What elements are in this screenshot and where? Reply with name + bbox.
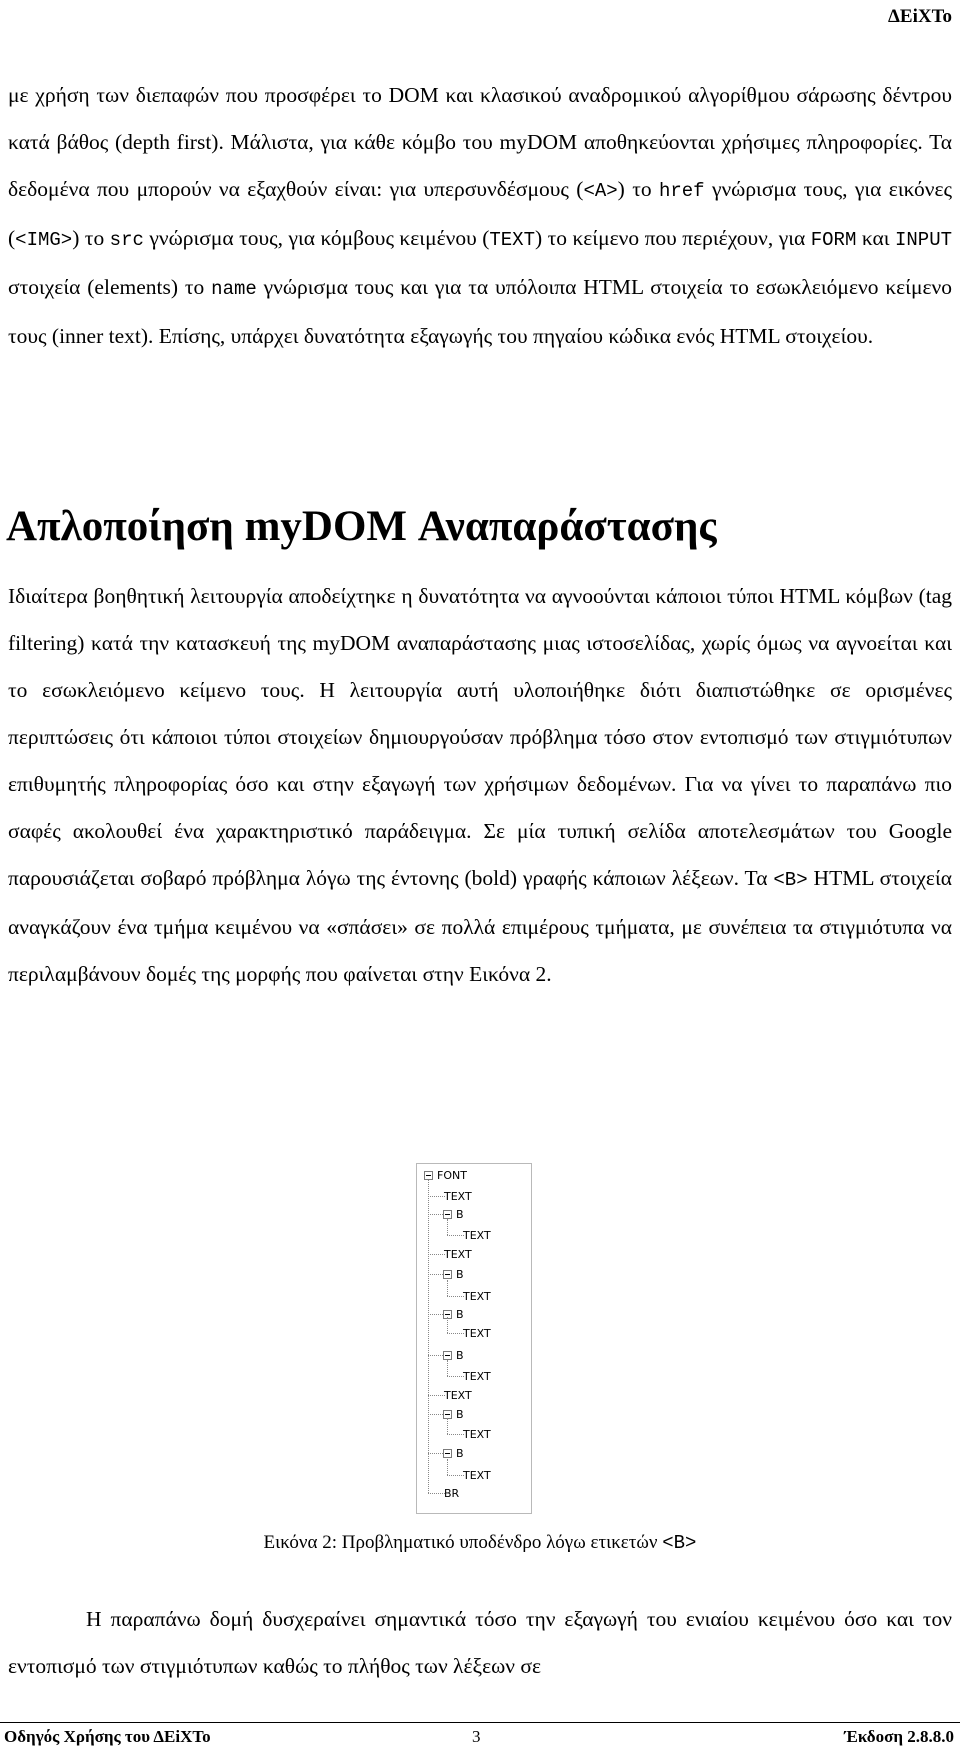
footer-version: Έκδοση 2.8.8.0 xyxy=(844,1727,954,1746)
tree-node: BR xyxy=(444,1487,460,1500)
inline-code: TEXT xyxy=(489,229,535,251)
tree-connector xyxy=(447,1317,448,1333)
tree-node: TEXT xyxy=(463,1428,491,1441)
collapse-icon xyxy=(443,1449,452,1458)
tree-node: B xyxy=(456,1208,464,1221)
tree-node: B xyxy=(456,1308,464,1321)
collapse-icon xyxy=(443,1351,452,1360)
tree-node: TEXT xyxy=(463,1327,491,1340)
inline-code: src xyxy=(109,229,144,251)
tree-connector xyxy=(447,1235,464,1236)
inline-code: <IMG> xyxy=(15,229,73,251)
tree-connector xyxy=(447,1296,464,1297)
collapse-icon xyxy=(424,1171,433,1180)
tree-node: TEXT xyxy=(463,1370,491,1383)
inline-code: <A> xyxy=(583,180,618,202)
body-paragraph-2: Ιδιαίτερα βοηθητική λειτουργία αποδείχτηκε η δυνατότητα να αγνοούνται κάποιοι τύποι HTML κόμβων (tag filtering) κατά την κατασκευή της myDOM αναπαράστασης μιας ιστοσελίδας, χωρίς όμως να αγνοείται και το εσωκλειόμενο κείμενο τους. Η λειτουργία αυτή υλοποιήθηκε διότι διαπιστώθηκε σε ορισμένες περιπτώσεις ότι κάποιοι τύποι στοιχείων δημιουργούσαν πρόβλημα τόσο στον εντοπισμό των στιγμιότυπων επιθυμητής πληροφορίας όσο και στην εξαγωγή των χρήσιμων δεδομένων. Για να γίνει το παραπάνω πιο σαφές ακολουθεί ένα χαρακτηριστικό παράδειγμα. Σε μία τυπική σελίδα αποτελεσμάτων του Google παρουσιάζεται σοβαρό πρόβλημα λόγω της έντονης (bold) γραφής κάποιων λέξεων. Τα <B> HTML στοιχεία αναγκάζουν ένα τμήμα κειμένου να «σπάσει» σε πολλά επιμέρους τμήματα, με συνέπεια τα στιγμιότυπα να περιλαμβάνουν δομές της μορφής που φαίνεται στην Εικόνα 2. xyxy=(8,584,952,986)
body-paragraph-1: με χρήση των διεπαφών που προσφέρει το DOM και κλασικού αναδρομικού αλγορίθμου σάρωσης δέντρου κατά βάθος (depth first). Μάλιστα, για κάθε κόμβο του myDOM αποθηκεύονται χρήσιμες πληροφορίες. Τα δεδομένα που μπορούν να εξαχθούν είναι: για υπερσυνδέσμους (<A>) το href γνώρισμα τους, για εικόνες (<IMG>) το src γνώρισμα τους, για κόμβους κειμένου (TEXT) το κείμενο που περιέχουν, για FORM και INPUT στοιχεία (elements) το name γνώρισμα τους και για τα υπόλοιπα HTML στοιχεία το εσωκλειόμενο κείμενο τους (inner text). Επίσης, υπάρχει δυνατότητα εξαγωγής του πηγαίου κώδικα ενός HTML στοιχείου. xyxy=(8,83,952,348)
tree-connector xyxy=(428,1254,445,1255)
tree-node: TEXT xyxy=(444,1190,472,1203)
body-paragraph-3: Η παραπάνω δομή δυσχεραίνει σημαντικά τόσο την εξαγωγή του ενιαίου κειμένου όσο και τον εντοπισμό των στιγμιότυπων καθώς το πλήθος των λέξεων σε xyxy=(8,1607,952,1678)
tree-connector xyxy=(447,1360,448,1376)
tree-node: TEXT xyxy=(463,1469,491,1482)
tree-connector xyxy=(447,1219,448,1235)
tree-node: B xyxy=(456,1268,464,1281)
section-heading: Απλοποίηση myDOM Αναπαράστασης xyxy=(6,503,717,550)
inline-code: <B> xyxy=(662,1532,697,1554)
inline-code: name xyxy=(211,278,257,300)
tree-node: B xyxy=(456,1408,464,1421)
footer-guide-title: Οδηγός Χρήσης του ΔΕiXTo xyxy=(4,1727,211,1746)
tree-node: TEXT xyxy=(444,1248,472,1261)
tree-connector xyxy=(447,1333,464,1334)
page-footer xyxy=(0,1722,960,1749)
tree-connector xyxy=(428,1493,445,1494)
tree-connector xyxy=(428,1180,429,1493)
tree-connector xyxy=(447,1475,464,1476)
inline-code: FORM xyxy=(810,229,857,251)
tree-node: TEXT xyxy=(463,1290,491,1303)
inline-code: href xyxy=(658,180,705,202)
tree-connector xyxy=(428,1395,445,1396)
tree-connector xyxy=(447,1280,448,1296)
tree-connector xyxy=(447,1459,448,1475)
tree-node: TEXT xyxy=(463,1229,491,1242)
inline-code: <B> xyxy=(773,869,808,891)
tree-connector xyxy=(447,1376,464,1377)
tree-connector xyxy=(447,1434,464,1435)
page-number: 3 xyxy=(472,1727,481,1746)
tree-node: TEXT xyxy=(444,1389,472,1402)
tree-node: FONT xyxy=(437,1169,467,1182)
collapse-icon xyxy=(443,1270,452,1279)
inline-code: INPUT xyxy=(894,229,952,251)
tree-connector xyxy=(428,1196,445,1197)
tree-view-figure xyxy=(416,1163,532,1514)
tree-node: B xyxy=(456,1447,464,1460)
tree-connector xyxy=(447,1418,448,1434)
figure-caption: Εικόνα 2: Προβληματικό υποδένδρο λόγω ετικετών <B> xyxy=(263,1532,697,1554)
header-app-name: ΔΕiXTo xyxy=(887,6,952,27)
tree-node: B xyxy=(456,1349,464,1362)
collapse-icon xyxy=(443,1210,452,1219)
